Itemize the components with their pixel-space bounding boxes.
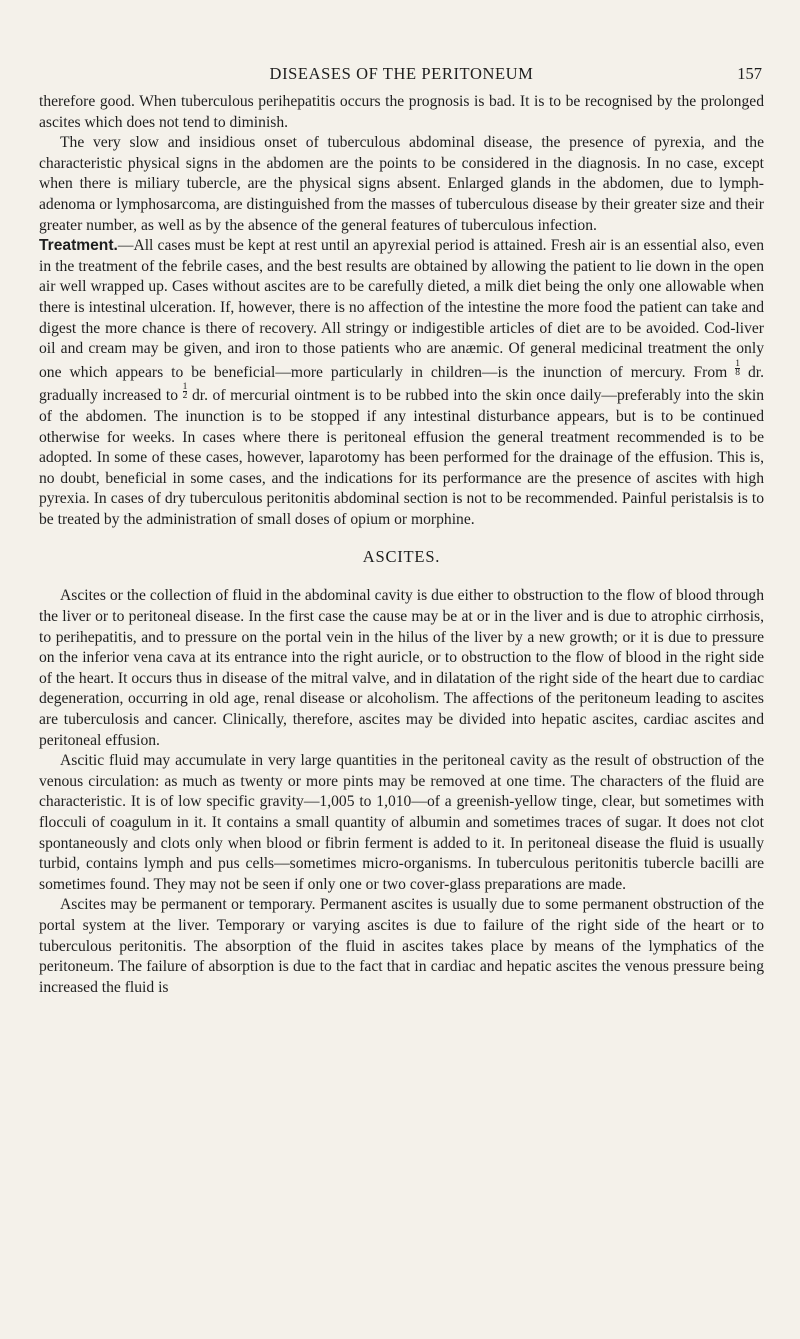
fraction-denominator: 2 [182, 391, 188, 402]
fraction-one-half [183, 383, 188, 400]
paragraph-ascitic-fluid: Ascitic fluid may accumulate in very large quantities in the peritoneal cavity as the result of obstruction of the venous circulation: as much as twenty or more pints may be removed at one time. The characters of the fluid are characteristic. It is of low specific gravity—1,005 to 1,010—of a greenish-yellow tinge, clear, but sometimes with flocculi of coagulum in it. It contains a small quantity of albumin and sometimes traces of sugar. It does not clot spontaneously and clots only when blood or fibrin ferment is added to it. In peritoneal disease the fluid is usually turbid, contains lymph and pus cells—sometimes micro-organisms. In tuberculous peritonitis tubercle bacilli are sometimes found. They may not be seen if only one or two cover-glass preparations are made. [39, 752, 764, 893]
paragraph-diagnosis: The very slow and insidious onset of tuberculous abdominal disease, the presence of pyrexia, and the characteristic physical signs in the abdomen are the points to be considered in the diagnosis. In no case, except when there is miliary tubercle, are the physical signs absent. Enlarged glands in the abdomen, due to lymph-adenoma or lymphosarcoma, are distinguished from the masses of tuberculous disease by their greater size and their greater number, as well as by the absence of the general features of tuberculous infection. [39, 134, 764, 234]
fraction-denominator: 8 [735, 367, 741, 378]
treatment-text-a: —All cases must be kept at rest until an apyrexial period is attained. Fresh air is an essential also, even in the treatment of the febrile cases, and the best results are obtained by allowing the patient to lie down in the open air well wrapped up. Cases without ascites are to be carefully dieted, a milk diet being the only one allowable when there is intestinal ulceration. If, however, there is no affection of the intestine the more food the patient can take and digest the more chance is there of recovery. All stringy or indigestible articles of diet are to be avoided. Cod-liver oil and cream may be given, and iron to those patients who are anæmic. Of general medicinal treatment the only one which appears to be beneficial—more particularly in children—is the inunction of mercury. From [39, 237, 764, 381]
treatment-text-b: dr. gradually increased to [39, 363, 765, 405]
paragraph-ascites-types: Ascites may be permanent or temporary. Permanent ascites is usually due to some permanent obstruction of the portal system at the liver. Temporary or varying ascites is due to failure of the right side of the heart or to tuberculous peritonitis. The absorption of the fluid in ascites takes place by means of the lymphatics of the peritoneum. The failure of absorption is due to the fact that in cardiac and hepatic ascites the venous pressure being increased the fluid is [39, 896, 764, 996]
running-head [39, 0, 764, 92]
page-number: 157 [737, 64, 762, 83]
paragraph-treatment [39, 236, 764, 530]
treatment-heading: Treatment. [39, 237, 118, 255]
paragraph-ascites-causes: Ascites or the collection of fluid in the abdominal cavity is due either to obstruction to the flow of blood through the liver or to peritoneal disease. In the first case the cause may be at or in the liver and is due to atrophic cirrhosis, to perihepatitis, and to pressure on the portal vein in the hilus of the liver by a new growth; or it is due to pressure on the inferior vena cava at its entrance into the right auricle, or to obstruction to the flow of blood in the right side of the heart. It occurs thus in disease of the mitral valve, and in dilatation of the right side of the heart due to cardiac degeneration, occurring in old age, renal disease or alcoholism. The affections of the peritoneum leading to ascites are tuberculosis and cancer. Clinically, therefore, ascites may be divided into hepatic ascites, cardiac ascites and peritoneal effusion. [39, 587, 764, 749]
fraction-one-eighth [735, 360, 740, 377]
treatment-text-c: dr. of mercurial ointment is to be rubbed into the skin once daily—preferably into the skin of the abdomen. The inunction is to be stopped if any intestinal disturbance appears, but is to be continued otherwise for weeks. In cases where there is peritoneal effusion the general treatment recommended is to be adopted. In some of these cases, however, laparotomy has been performed for the drainage of the effusion. This is, no doubt, beneficial in some cases, and the indications for its performance are the presence of ascites with high pyrexia. In cases of dry tuberculous peritonitis abdominal section is not to be recommended. Painful peristalsis is to be treated by the administration of small doses of opium or morphine. [39, 387, 765, 528]
fraction-numerator: 1 [182, 382, 188, 393]
running-title: DISEASES OF THE PERITONEUM [269, 64, 534, 83]
fraction-numerator: 1 [735, 358, 741, 369]
paragraph-prognosis: therefore good. When tuberculous perihepatitis occurs the prognosis is bad. It is to be recognised by the prolonged ascites which does not tend to diminish. [39, 93, 764, 131]
section-title-ascites: ASCITES. [362, 547, 441, 567]
